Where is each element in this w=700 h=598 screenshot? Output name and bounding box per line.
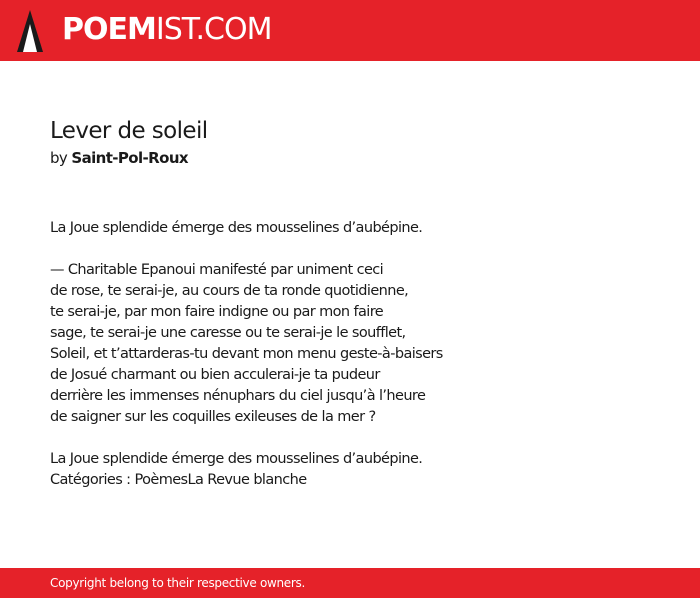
poem-line: La Joue splendide émerge des mousselines d’aubépine. (50, 451, 423, 467)
categories-label: Catégories : (50, 472, 135, 488)
poem-title: Lever de soleil (50, 118, 208, 144)
brand-bold-part: POEM (62, 12, 156, 47)
category-link-la-revue-blanche[interactable]: La Revue blanche (187, 472, 307, 488)
poem-line: de rose, te serai-je, au cours de ta ronde quotidienne, (50, 283, 409, 299)
category-link-poemes[interactable]: Poèmes (134, 472, 188, 488)
poem-line: te serai-je, par mon faire indigne ou par mon faire (50, 304, 384, 320)
poem-header (50, 116, 670, 169)
site-header (0, 0, 700, 61)
poem-line: — Charitable Epanoui manifesté par uniment ceci (50, 262, 384, 278)
by-label: by (50, 149, 68, 167)
poem-line: Soleil, et t’attarderas-tu devant mon menu geste-à-baisers (50, 346, 443, 362)
poem-line: La Joue splendide émerge des mousselines d’aubépine. (50, 220, 423, 236)
byline (50, 147, 670, 169)
brand-light-part: IST.COM (155, 12, 272, 47)
site-footer (0, 568, 700, 598)
pencil-icon[interactable] (17, 10, 43, 52)
copyright-notice: Copyright belong to their respective owners. (50, 576, 305, 590)
poem-line: de saigner sur les coquilles exileuses de la mer ? (50, 409, 376, 425)
poem-body (50, 218, 670, 491)
poem-line: derrière les immenses nénuphars du ciel jusqu’à l’heure (50, 388, 426, 404)
poem-line: sage, te serai-je une caresse ou te serai-je le soufflet, (50, 325, 406, 341)
author-name[interactable]: Saint-Pol-Roux (71, 149, 188, 167)
categories (50, 470, 670, 491)
site-logo-text[interactable] (62, 11, 271, 49)
poem-line: de Josué charmant ou bien acculerai-je ta pudeur (50, 367, 380, 383)
